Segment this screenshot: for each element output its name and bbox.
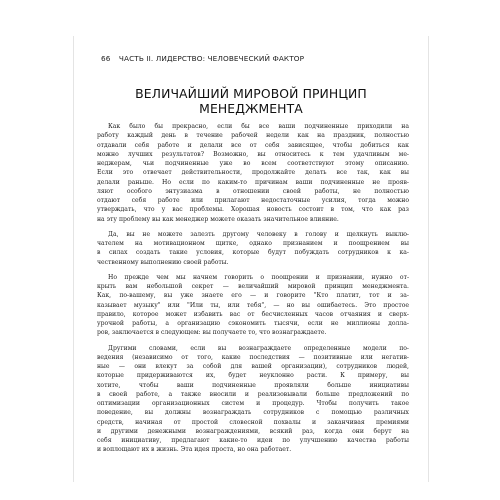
body-text — [97, 122, 409, 455]
text-line: и другими денежными вознаграждениями, всякий раз, когда они берут на — [97, 427, 409, 435]
text-line: хотите, чтобы ваши подчиненные проявляли больше инициативы — [97, 381, 409, 389]
running-title: ЧАСТЬ II. ЛИДЕРСТВО: ЧЕЛОВЕЧЕСКИЙ ФАКТОР — [118, 54, 305, 63]
text-line: крыть вам небольшой секрет — величайший мировой принцип менеджмента. — [97, 283, 409, 290]
text-line: Но прежде чем мы начнем говорить о поощрении и признании, нужно от- — [108, 273, 409, 281]
paragraph — [97, 230, 409, 267]
text-line: чественному выполнению своей работы. — [97, 258, 229, 266]
book-page — [73, 36, 429, 482]
text-line: поведение, вы должны вознаграждать сотрудников с помощью различных — [97, 409, 409, 417]
chapter-section-title — [74, 86, 428, 116]
text-line: Да, вы не можете залезть другому человеку в голову и щелкнуть выклю- — [108, 230, 409, 238]
paragraph — [97, 273, 409, 338]
text-line: и воплощают их в жизнь. Эта идея проста, но она работает. — [97, 446, 292, 454]
text-line: ров, заключается в следующем: вы получаете то, что вознаграждаете. — [97, 329, 327, 337]
text-line: правило, которое может избавить вас от бесчисленных часов отчаяния и сверх- — [97, 310, 409, 318]
text-line: ные — они влекут за собой для вашей организации), сотрудников людей, — [97, 363, 409, 370]
paragraph — [97, 122, 409, 224]
title-line: ВЕЛИЧАЙШИЙ МИРОВОЙ ПРИНЦИП — [135, 86, 367, 101]
text-line: отдавали себя работе и делали все от себя зависящее, чтобы добиться как — [97, 141, 409, 149]
title-line: МЕНЕДЖМЕНТА — [199, 101, 303, 116]
text-line: урочной работы, а организацию сэкономить тысячи, если не миллионы долла- — [97, 320, 409, 327]
page-number: 66 — [101, 54, 111, 63]
paragraph — [97, 344, 409, 455]
text-line: ляют особого энтузиазма в отношении своей работы, не полностью — [97, 187, 409, 195]
text-line: работу каждый день в течение рабочей недели как на праздник, полностью — [97, 132, 409, 140]
text-line: ведения (независимо от того, какие последствия — позитивные или негатив- — [97, 353, 409, 361]
text-line: на эту проблему вы как менеджер можете оказать значительное влияние. — [97, 215, 339, 223]
text-line: Если это отвечает действительности, продолжайте делать все так, как вы — [97, 169, 409, 177]
text-line: в силах создать такие условия, которые будут побуждать сотрудников к ка- — [97, 249, 409, 257]
text-line: Как было бы прекрасно, если бы все ваши подчиненные приходили на — [108, 123, 409, 130]
text-line: чателем на мотивационном щитке, однако признанием и поощрением вы — [97, 240, 409, 247]
text-line: Другими словами, если вы вознаграждаете определенные модели по- — [108, 344, 409, 352]
text-line: можно лучших результатов? Возможно, вы относитесь к тем удачливым ме- — [97, 150, 409, 158]
text-line: казывает музыку" или "Или ты, или тебя", — но вы ошибаетесь. Это простое — [97, 301, 409, 309]
text-line: средств, начиная от простой словесной похвалы и заканчивая премиями — [97, 418, 409, 426]
text-line: неджерам, чьи подчиненные уже во всем соответствуют этому описанию. — [97, 160, 409, 167]
running-header — [101, 54, 304, 63]
text-line: делали раньше. Но если по каким-то причинам ваши подчиненные не прояв- — [97, 178, 409, 186]
text-line: Как, по-вашему, вы уже знаете его — и говорите "Кто платит, тот и за- — [97, 292, 409, 300]
text-line: которые придерживаются их, будет неуклонно расти. К примеру, вы — [97, 372, 409, 380]
text-line: оптимизации организационных систем и процедур. Чтобы получить такое — [97, 400, 409, 407]
text-line: отдают себя работе или прилагают недостаточные усилия, тогда можно — [97, 197, 409, 204]
text-line: утверждать, что у вас проблемы. Хорошая новость состоит в том, что как раз — [97, 206, 409, 214]
text-line: в своей работе, а также вносили и реализовывали больше предложений по — [97, 390, 409, 398]
text-line: себя инициативу, предлагают какие-то идеи по улучшению качества работы — [97, 437, 409, 444]
